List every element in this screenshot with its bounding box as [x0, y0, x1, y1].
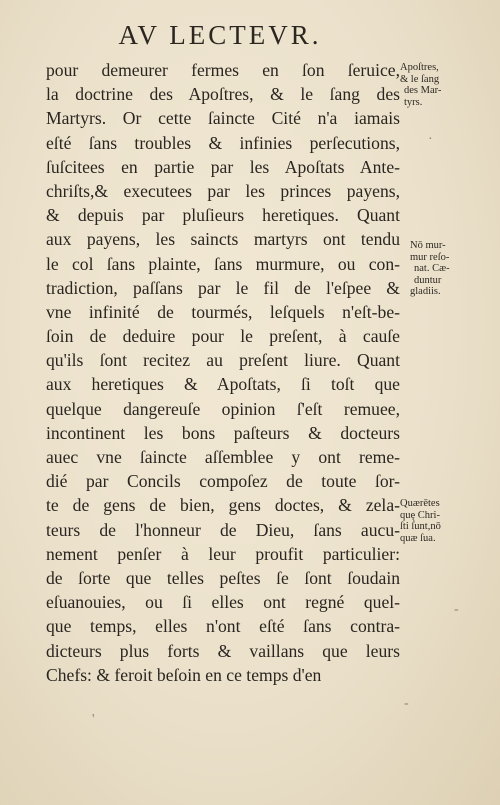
margin-note: [400, 62, 441, 108]
margin-note: [410, 240, 450, 298]
text-line: te de gens de bien, gens doctes, & zela-: [46, 495, 400, 516]
text-line: & depuis par pluſieurs heretiques. Quant: [46, 205, 400, 226]
text-line: nement penſer à leur proufit particulier:: [46, 543, 400, 564]
text-line: qu'ils ſont recitez au preſent liure. Quant: [46, 350, 400, 371]
margin-note-line: duntur: [414, 274, 442, 286]
margin-note-line: Quærētes: [400, 498, 440, 509]
ink-mark-icon: ': [92, 712, 95, 727]
margin-note-line: tyrs.: [404, 96, 423, 108]
margin-note: [400, 498, 441, 544]
text-line: quelque dangereuſe opinion ſ'eſt remuee,: [46, 398, 400, 419]
margin-note-line: quę Chri-: [400, 509, 440, 521]
text-line: Martyrs. Or cette ſaincte Cité n'a iamais: [46, 108, 400, 129]
margin-note-line: mur reſo-: [410, 251, 450, 263]
text-line: aux payens, les saincts martyrs ont tendu: [46, 229, 400, 250]
ink-mark-icon: -: [404, 696, 409, 711]
text-line: eſuanouies, ou ſi elles ont regné quel-: [46, 592, 400, 613]
margin-note-line: Nō mur-: [410, 240, 446, 251]
text-line: pour demeurer fermes en ſon ſeruice,: [46, 60, 400, 80]
text-line: la doctrine des Apoſtres, & le ſang des: [46, 84, 400, 105]
margin-note-line: des Mar-: [404, 85, 442, 96]
body-text: [46, 58, 400, 687]
text-line: dié par Concils compoſez de toute ſor-: [46, 471, 400, 492]
margin-note-line: nat. Cæ-: [414, 263, 450, 274]
text-line: auec vne ſaincte aſſemblee y ont reme-: [46, 447, 400, 467]
text-line: dicteurs plus forts & vaillans que leurs: [46, 640, 400, 661]
margin-note-line: ſti ſunt,nō: [400, 521, 441, 532]
margin-note-line: Apoſtres,: [400, 62, 439, 73]
running-title: AV LECTEVR.: [118, 20, 322, 50]
margin-note-line: gladiis.: [410, 286, 441, 297]
text-line: de ſorte que telles peſtes ſe ſont ſoudain: [46, 567, 400, 588]
text-line: ſoin de deduire pour le preſent, à cauſe: [46, 326, 400, 347]
text-line: Chefs: & feroit beſoin en ce temps d'en: [46, 664, 322, 685]
text-line: tradiction, paſſans par le fil de l'eſpee &: [46, 277, 400, 298]
margin-note-line: & le ſang: [400, 73, 440, 85]
margin-note-line: quæ ſua.: [400, 532, 436, 544]
ink-mark-icon: -: [454, 602, 459, 617]
ink-mark-icon: ·: [428, 132, 433, 147]
text-line: chriſts,& executees par les princes payens,: [46, 180, 400, 201]
text-line: eſté ſans troubles & infinies perſecutions,: [46, 132, 400, 153]
text-line: incontinent les bons paſteurs & docteurs: [46, 422, 400, 443]
text-line: que temps, elles n'ont eſté ſans contra-: [46, 616, 400, 637]
text-line: ſuſcitees en partie par les Apoſtats Ante-: [46, 156, 400, 177]
text-line: aux heretiques & Apoſtats, ſi toſt que: [46, 374, 400, 395]
text-line: vne infinité de tourmés, leſquels n'eſt-be-: [46, 301, 400, 322]
text-line: teurs de l'honneur de Dieu, ſans aucu-: [46, 519, 400, 540]
text-line: le col ſans plainte, ſans murmure, ou con-: [46, 253, 400, 274]
